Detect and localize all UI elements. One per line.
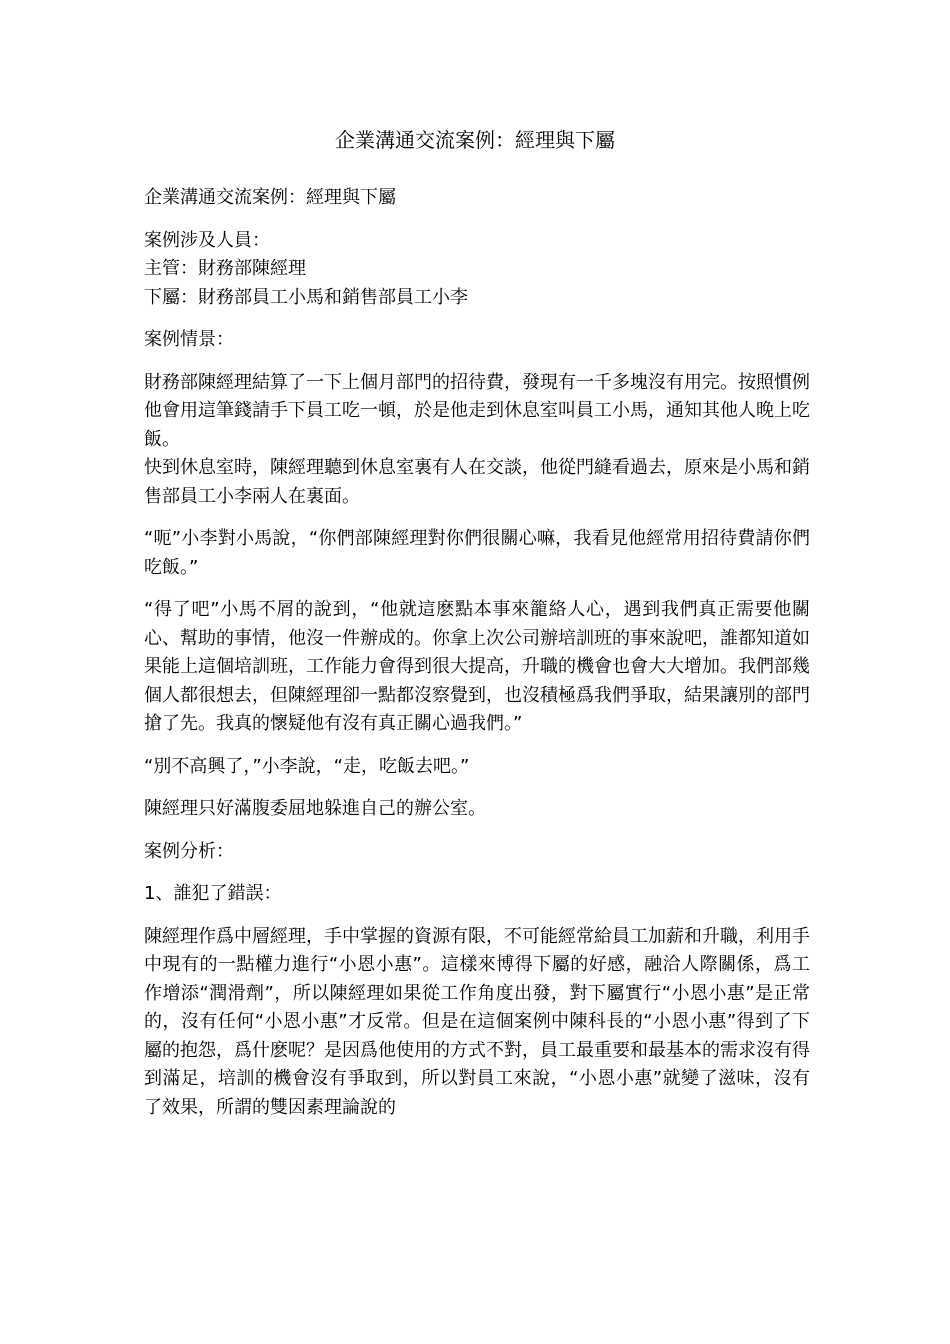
analysis-subheading: 1、誰犯了錯誤： xyxy=(144,883,282,904)
dialogue-paragraph: “得了吧”小馬不屑的說到，“他就這麽點本事來籠絡人心，遇到我們真正需要他關心、幫助的事情，他沒一件辦成的。你拿上次公司辦培訓班的事來說吧，誰都知道如果能上這個培訓班，工作能力會得到很大提高，升職的機會也會大大增加。我們部幾個人都很想去，但陳經理卻一點都沒察覺到，也沒積極爲我們爭取，結果讓別的部門搶了先。我真的懷疑他有沒有真正關心過我們。” xyxy=(144,599,810,734)
scenario-heading: 案例情景： xyxy=(144,329,234,350)
subtitle-paragraph: 企業溝通交流案例：經理與下屬 xyxy=(144,187,396,208)
scenario-paragraph: 財務部陳經理結算了一下上個月部門的招待費，發現有一千多塊沒有用完。按照慣例他會用這筆錢請手下員工吃一頓，於是他走到休息室叫員工小馬，通知其他人晚上吃飯。 xyxy=(144,371,810,450)
scenario-paragraph: 快到休息室時，陳經理聽到休息室裏有人在交談，他從門縫看過去，原來是小馬和銷售部員工小李兩人在裏面。 xyxy=(144,457,810,507)
document-body xyxy=(144,184,810,1122)
dialogue-paragraph: “呃”小李對小馬說，“你們部陳經理對你們很關心嘛，我看見他經常用招待費請你們吃飯。” xyxy=(144,528,810,578)
people-heading: 案例涉及人員： xyxy=(144,229,270,251)
analysis-heading: 案例分析： xyxy=(144,840,234,862)
analysis-paragraph: 陳經理作爲中層經理，手中掌握的資源有限，不可能經常給員工加薪和升職，利用手中現有的一點權力進行“小恩小惠”。這樣來博得下屬的好感，融洽人際關係，爲工作增添“潤滑劑”，所以陳經理如果從工作角度出發，對下屬實行“小恩小惠”是正常的，沒有任何“小恩小惠”才反常。但是在這個案例中陳科長的“小恩小惠”得到了下屬的抱怨，爲什麽呢？是因爲他使用的方式不對，員工最重要和最基本的需求沒有得到滿足，培訓的機會沒有爭取到，所以對員工來說，“小恩小惠”就變了滋味，沒有了效果，所謂的雙因素理論說的 xyxy=(144,925,810,1118)
narration-paragraph: 陳經理只好滿腹委屈地躲進自己的辦公室。 xyxy=(144,798,486,819)
document-title: 企業溝通交流案例：經理與下屬 xyxy=(335,128,615,152)
dialogue-paragraph: “別不高興了，”小李說，“走，吃飯去吧。” xyxy=(144,755,470,777)
manager-line: 主管：財務部陳經理 xyxy=(144,258,306,279)
subordinates-line: 下屬：財務部員工小馬和銷售部員工小李 xyxy=(144,286,468,308)
